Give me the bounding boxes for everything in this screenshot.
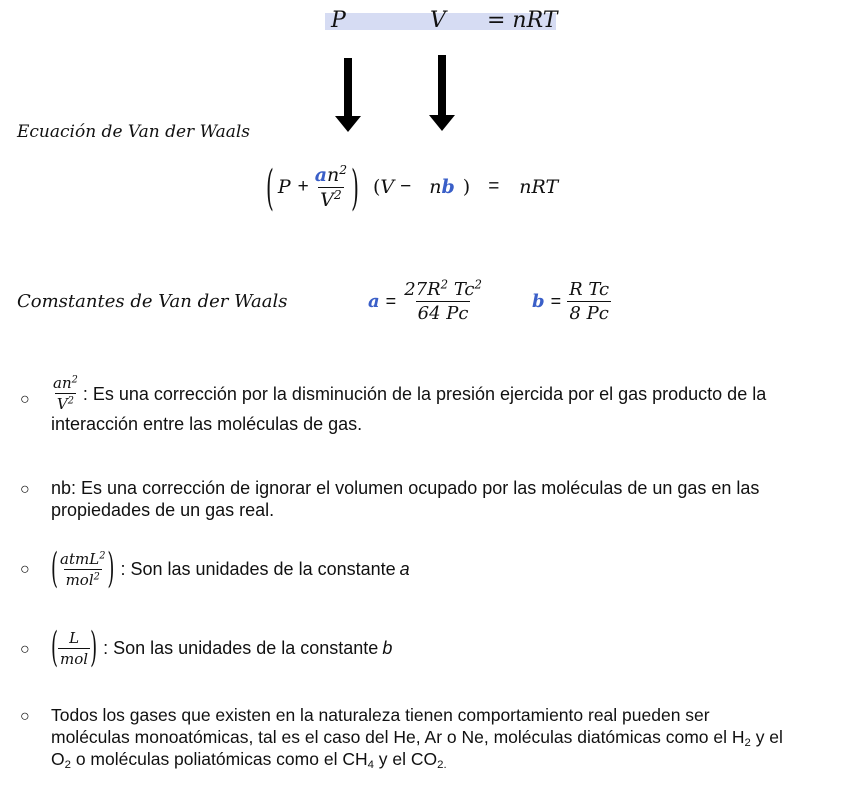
- exponent: 2: [440, 277, 449, 292]
- subscript: 2: [64, 758, 71, 771]
- right-paren: ): [107, 544, 115, 594]
- list-bullet: ○: [20, 481, 30, 498]
- vdw-p: P: [277, 176, 291, 198]
- vdw-n: n: [327, 163, 340, 186]
- b-num: R Tc: [569, 278, 610, 300]
- equals-sign: =: [488, 176, 500, 197]
- list-item-text-continued: [51, 726, 857, 748]
- left-paren: (: [266, 158, 274, 216]
- constant-a-fraction: [402, 279, 484, 324]
- text-span: y el: [750, 727, 783, 747]
- vdw-equation: [266, 155, 558, 219]
- constant-var: a: [399, 559, 410, 579]
- exponent: 2: [93, 571, 100, 583]
- list-item-text: Todos los gases que existen en la naturaleza tienen comportamiento real pueden ser: [51, 705, 710, 725]
- equals-sign: =: [550, 290, 562, 311]
- exponent: 2: [99, 550, 106, 562]
- equals-sign: =: [385, 290, 397, 311]
- right-paren: ): [351, 158, 359, 216]
- vdw-V: V: [320, 188, 334, 211]
- L-over-mol-fraction: [58, 629, 90, 668]
- frac-den: V: [56, 395, 68, 413]
- b-den: 8 Pc: [569, 302, 609, 324]
- list-item-text-continued: [51, 748, 857, 770]
- text-span: moléculas monoatómicas, tal es el caso del He, Ar o Ne, moléculas diatómicas como el H: [51, 727, 745, 747]
- constant-b-fraction: [567, 279, 611, 324]
- list-bullet: ○: [20, 708, 30, 725]
- frac-num: atmL: [60, 549, 100, 568]
- list-bullet: ○: [20, 391, 30, 408]
- constant-var: b: [382, 638, 393, 658]
- vdw-label: Ecuación de Van der Waals: [17, 122, 251, 142]
- list-bullet: ○: [20, 641, 30, 658]
- constant-b-label: b: [532, 290, 545, 312]
- list-item-text: : Son las unidades de la constante: [120, 559, 396, 579]
- list-item: [51, 704, 857, 770]
- list-item: [51, 374, 851, 435]
- list-item-text-continued: interacción entre las moléculas de gas.: [51, 414, 363, 434]
- paren-close: ): [462, 176, 471, 198]
- constant-b-formula: [532, 272, 611, 330]
- down-arrow-icon: [335, 58, 361, 134]
- paren-open: (: [372, 176, 381, 198]
- frac-den: mol: [65, 570, 94, 589]
- list-item-text: nb: Es una corrección de ignorar el volumen ocupado por las moléculas de un gas en las: [51, 478, 760, 498]
- text-span: y el CO: [373, 749, 438, 769]
- exponent: 2: [339, 162, 348, 177]
- list-item-text: : Es una corrección por la disminución de la presión ejercida por el gas producto de la: [82, 383, 767, 404]
- minus-sign: −: [400, 176, 412, 197]
- an2-over-v2-fraction: [51, 374, 80, 413]
- text-span: O: [51, 749, 65, 769]
- constant-a-label: a: [368, 290, 380, 312]
- constant-a-formula: [368, 272, 484, 330]
- top-equation-v: V: [430, 8, 446, 33]
- vdw-a: a: [314, 163, 328, 186]
- list-item-text: : Son las unidades de la constante: [103, 638, 379, 658]
- list-item-text-continued: propiedades de un gas real.: [51, 500, 275, 520]
- right-paren: ): [90, 623, 98, 673]
- subscript: 4: [367, 758, 374, 771]
- down-arrow-icon: [429, 55, 455, 133]
- top-equation-rhs: = nRT: [487, 8, 558, 33]
- a-num-pre: 27R: [404, 278, 441, 300]
- list-item: [51, 543, 410, 595]
- atmL2-over-mol2-fraction: [58, 550, 107, 589]
- frac-den: mol: [60, 649, 89, 668]
- constants-label: Comstantes de Van der Waals: [17, 291, 288, 312]
- exponent: 2: [474, 277, 482, 292]
- left-paren: (: [51, 544, 59, 594]
- vdw-v-term: V: [380, 176, 395, 198]
- top-equation-p: P: [331, 8, 346, 33]
- a-den: 64 Pc: [417, 302, 469, 324]
- exponent: 2: [333, 187, 342, 202]
- vdw-b: b: [441, 176, 455, 198]
- plus-sign: +: [297, 176, 309, 197]
- subscript: 2: [744, 736, 751, 749]
- vdw-rhs: nRT: [519, 176, 559, 198]
- vdw-n2: n: [429, 176, 442, 198]
- list-item: [51, 477, 851, 521]
- a-num-mid: Tc: [448, 278, 475, 300]
- frac-num: L: [69, 628, 80, 647]
- list-bullet: ○: [20, 561, 30, 578]
- left-paren: (: [51, 623, 59, 673]
- frac-num: an: [53, 374, 72, 392]
- exponent: 2: [67, 395, 74, 407]
- list-item: [51, 622, 392, 674]
- vdw-correction-fraction: [313, 164, 349, 211]
- subscript: 2.: [437, 758, 447, 771]
- text-span: o moléculas poliatómicas como el CH: [70, 749, 368, 769]
- exponent: 2: [71, 374, 78, 386]
